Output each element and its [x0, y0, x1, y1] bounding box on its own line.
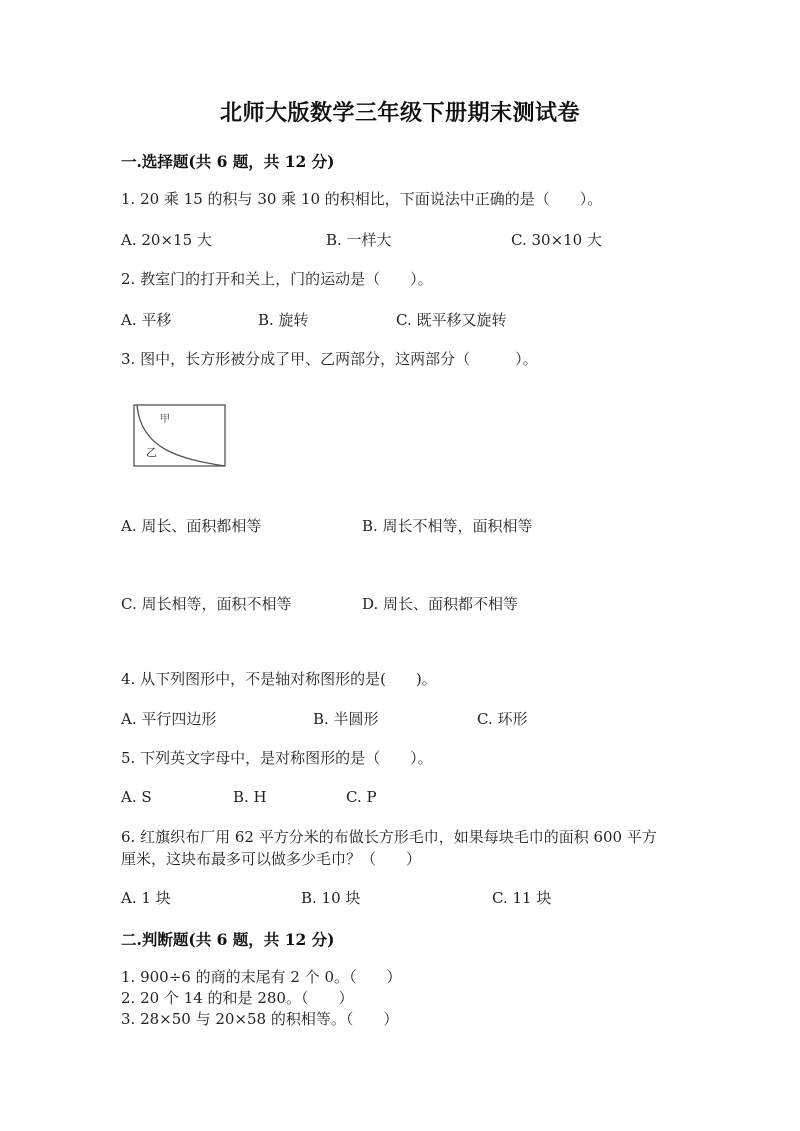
question-2: 2. 教室门的打开和关上，门的运动是（ ）。 — [121, 270, 433, 288]
section-heading-choice: 一.选择题(共 6 题，共 12 分) — [121, 152, 335, 171]
question-3: 3. 图中，长方形被分成了甲、乙两部分，这两部分（ ）。 — [121, 350, 538, 368]
judgement-item-2: 2. 20 个 14 的和是 280。（ ） — [121, 989, 354, 1007]
q6-option-b: B. 10 块 — [301, 889, 361, 907]
question-1: 1. 20 乘 15 的积与 30 乘 10 的积相比，下面说法中正确的是（ ）。 — [121, 190, 603, 208]
judgement-item-1: 1. 900÷6 的商的末尾有 2 个 0。（ ） — [121, 968, 402, 986]
q5-option-a: A. S — [121, 788, 152, 806]
q5-option-c: C. P — [346, 788, 377, 806]
q1-option-c: C. 30×10 大 — [511, 231, 602, 249]
page-title: 北师大版数学三年级下册期末测试卷 — [219, 100, 580, 126]
q1-option-a: A. 20×15 大 — [121, 231, 212, 249]
q4-option-b: B. 半圆形 — [313, 710, 379, 728]
q3-option-c: C. 周长相等，面积不相等 — [121, 595, 292, 613]
q1-option-b: B. 一样大 — [326, 231, 392, 249]
q5-option-b: B. H — [233, 788, 267, 806]
section-heading-judgement: 二.判断题(共 6 题，共 12 分) — [121, 930, 335, 949]
question-4: 4. 从下列图形中，不是轴对称图形的是( )。 — [121, 670, 437, 688]
judgement-item-3: 3. 28×50 与 20×58 的积相等。（ ） — [121, 1010, 399, 1028]
q2-option-b: B. 旋转 — [258, 311, 309, 329]
q6-option-a: A. 1 块 — [121, 889, 171, 907]
region-yi-label: 乙 — [146, 446, 157, 459]
q2-option-a: A. 平移 — [121, 311, 172, 329]
question-6-line-2: 厘米，这块布最多可以做多少毛巾？（ ） — [121, 850, 422, 868]
q6-option-c: C. 11 块 — [492, 889, 552, 907]
rectangle-diagram — [133, 404, 229, 470]
region-jia-label: 甲 — [160, 414, 170, 425]
rectangle-figure — [133, 404, 229, 474]
q2-option-c: C. 既平移又旋转 — [396, 311, 507, 329]
question-6-line-1: 6. 红旗织布厂用 62 平方分米的布做长方形毛巾，如果每块毛巾的面积 600 平方 — [121, 828, 657, 846]
q3-option-d: D. 周长、面积都不相等 — [362, 595, 519, 613]
q4-option-c: C. 环形 — [477, 710, 528, 728]
q3-option-b: B. 周长不相等，面积相等 — [362, 517, 533, 535]
q3-option-a: A. 周长、面积都相等 — [121, 517, 262, 535]
q4-option-a: A. 平行四边形 — [121, 710, 217, 728]
question-5: 5. 下列英文字母中，是对称图形的是（ ）。 — [121, 749, 433, 767]
